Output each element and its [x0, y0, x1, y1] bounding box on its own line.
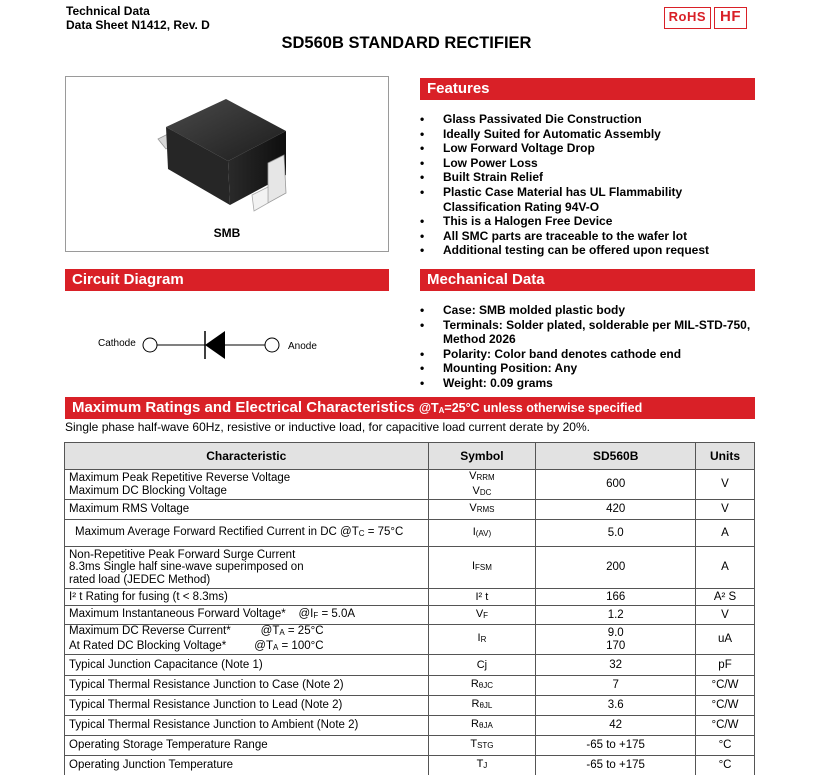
halogen-free-badge: HF [714, 7, 747, 29]
table-row: Maximum Peak Repetitive Reverse Voltage Maximum DC Blocking Voltage VRRM VDC 600 V [65, 470, 755, 500]
col-units: Units [696, 443, 755, 470]
ratings-note: Single phase half-wave 60Hz, resistive or inductive load, for capacitive load current derate by 20%. [65, 420, 590, 434]
list-item: • Additional testing can be offered upon request [419, 243, 759, 258]
table-row: Operating Junction Temperature TJ -65 to +175 °C [65, 756, 755, 775]
rohs-badge: RoHS [664, 7, 711, 29]
list-item: • Polarity: Color band denotes cathode end [419, 347, 764, 362]
smb-package-image [156, 87, 306, 227]
table-header-row [65, 443, 755, 470]
ratings-heading [65, 397, 755, 419]
table-row: I² t Rating for fusing (t < 8.3ms) I² t 166 A² S [65, 589, 755, 606]
circuit-heading: Circuit Diagram [65, 269, 389, 291]
list-item: • Built Strain Relief [419, 170, 759, 185]
col-characteristic: Characteristic [65, 443, 429, 470]
features-list [419, 112, 759, 258]
page-title: SD560B STANDARD RECTIFIER [281, 34, 532, 52]
compliance-badges [664, 7, 747, 29]
list-item: • Mounting Position: Any [419, 361, 764, 376]
ratings-title: Maximum Ratings and Electrical Characteristics [72, 399, 415, 416]
table-row: Typical Thermal Resistance Junction to Case (Note 2) RθJC 7 °C/W [65, 676, 755, 696]
features-heading: Features [420, 78, 755, 100]
table-row: Maximum RMS Voltage VRMS 420 V [65, 500, 755, 520]
list-item: • Low Power Loss [419, 156, 759, 171]
table-row: Typical Junction Capacitance (Note 1) Cj 32 pF [65, 655, 755, 676]
list-item: • Plastic Case Material has UL Flammability Classification Rating 94V-O [419, 185, 709, 214]
list-item: • Low Forward Voltage Drop [419, 141, 759, 156]
table-row: Non-Repetitive Peak Forward Surge Current 8.3ms Single half sine-wave superimposed on rated load (JEDEC Method) IFSM 200 A [65, 547, 755, 589]
table-row: Maximum Instantaneous Forward Voltage* @IF = 5.0A VF 1.2 V [65, 606, 755, 625]
table-row: Maximum Average Forward Rectified Current in DC @TC = 75°C I(AV) 5.0 A [65, 520, 755, 547]
mechanical-list [419, 303, 764, 391]
package-image-box [65, 76, 389, 252]
table-row: Typical Thermal Resistance Junction to Ambient (Note 2) RθJA 42 °C/W [65, 716, 755, 736]
ratings-table [64, 442, 755, 775]
cathode-label: Cathode [98, 338, 136, 349]
table-row: Operating Storage Temperature Range TSTG -65 to +175 °C [65, 736, 755, 756]
doc-number: Data Sheet N1412, Rev. D [66, 18, 210, 32]
doc-category: Technical Data [66, 4, 150, 18]
list-item: • All SMC parts are traceable to the wafer lot [419, 229, 759, 244]
col-symbol: Symbol [428, 443, 536, 470]
list-item: • Ideally Suited for Automatic Assembly [419, 127, 759, 142]
ratings-condition: @TA=25°C unless otherwise specified [418, 401, 643, 415]
list-item: • Glass Passivated Die Construction [419, 112, 759, 127]
package-label: SMB [213, 226, 241, 240]
mechanical-heading: Mechanical Data [420, 269, 755, 291]
list-item: • This is a Halogen Free Device [419, 214, 759, 229]
list-item: • Terminals: Solder plated, solderable per MIL-STD-750, Method 2026 [419, 318, 759, 347]
table-row: Typical Thermal Resistance Junction to Lead (Note 2) RθJL 3.6 °C/W [65, 696, 755, 716]
list-item: • Weight: 0.09 grams [419, 376, 764, 391]
col-part: SD560B [536, 443, 696, 470]
doc-header [66, 4, 210, 32]
anode-label: Anode [288, 341, 317, 352]
table-row: Maximum DC Reverse Current* @TA = 25°C At Rated DC Blocking Voltage* @TA = 100°C IR 9.0 170 uA [65, 625, 755, 655]
list-item: • Case: SMB molded plastic body [419, 303, 764, 318]
